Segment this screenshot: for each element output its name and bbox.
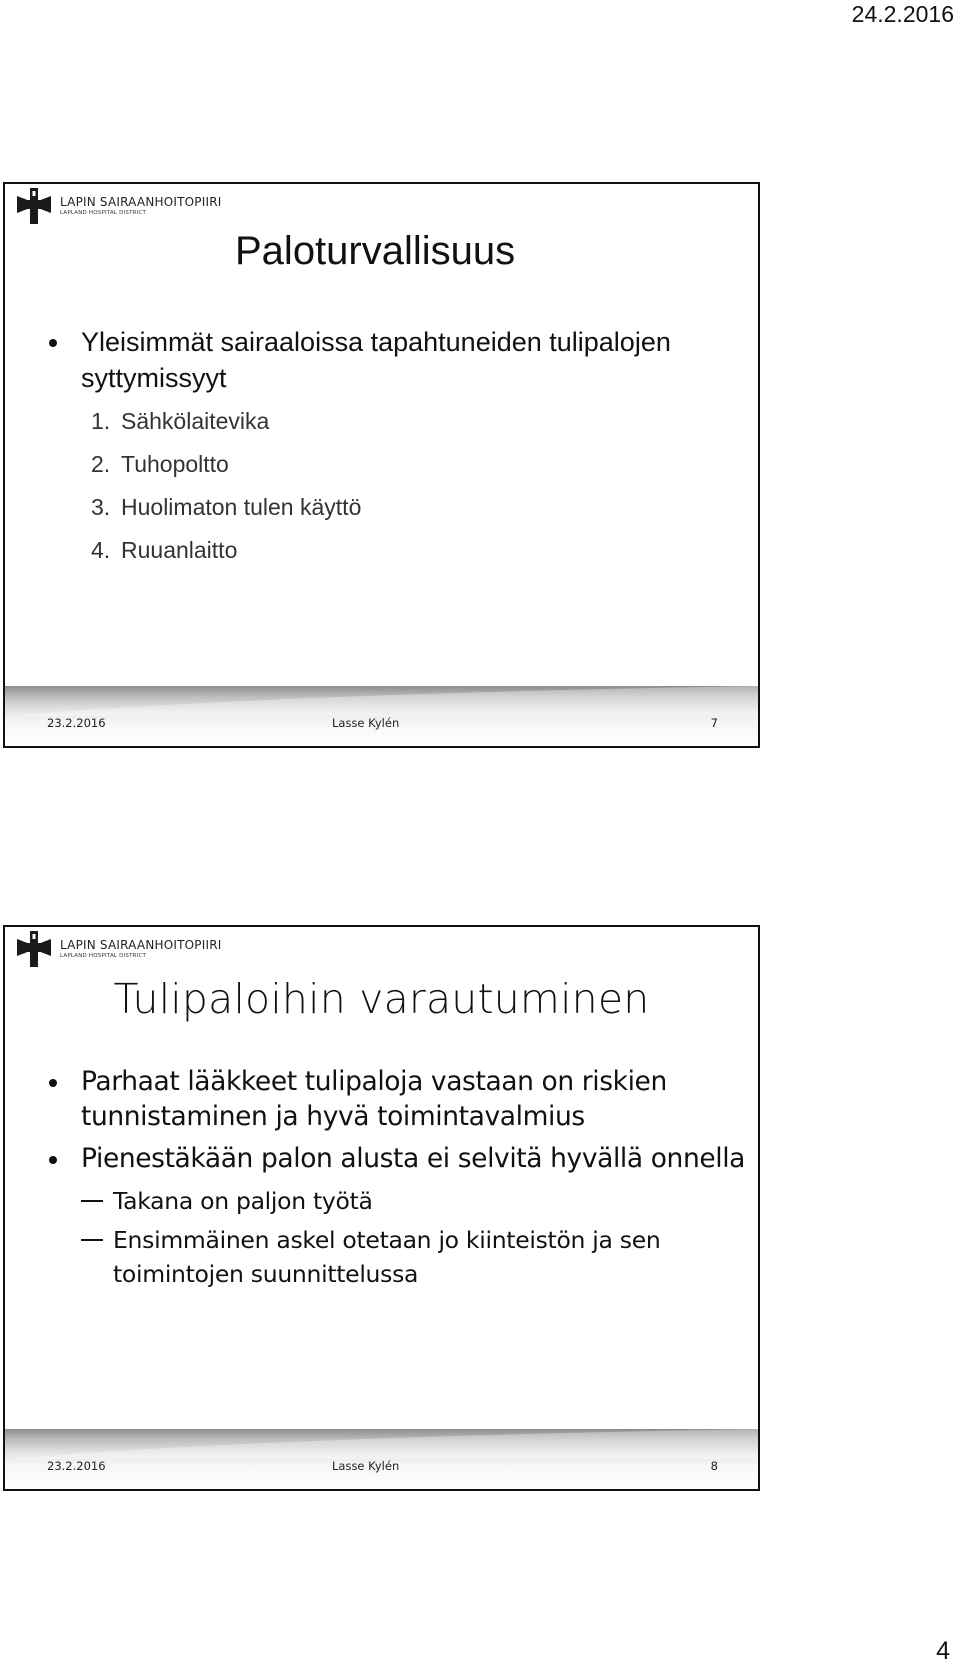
item-text: Huolimaton tulen käyttö [121, 494, 362, 520]
slide-title: Tulipaloihin varautuminen [113, 975, 650, 1023]
numbered-list [81, 400, 749, 572]
item-number: 1. [91, 408, 111, 434]
numbered-item [81, 486, 749, 529]
bullet-text: Parhaat lääkkeet tulipaloja vastaan on riskien tunnistaminen ja hyvä toimintavalmius [81, 1066, 667, 1132]
footer-date: 23.2.2016 [47, 716, 106, 730]
numbered-item [81, 400, 749, 443]
footer-slide-number: 8 [710, 1459, 718, 1473]
bullet-text: Yleisimmät sairaaloissa tapahtuneiden tulipalojen syttymissyyt [81, 327, 671, 393]
cross-logo-icon [17, 188, 51, 224]
bullet-list [49, 1064, 749, 1298]
bullet-dot-icon [49, 1156, 57, 1164]
page-number: 4 [936, 1637, 950, 1665]
sub-bullet-list [81, 1184, 749, 1291]
cross-logo-icon [17, 931, 51, 967]
logo-subtitle: LAPLAND HOSPITAL DISTRICT [60, 952, 147, 959]
item-number: 2. [91, 451, 111, 477]
logo-subtitle: LAPLAND HOSPITAL DISTRICT [60, 209, 147, 216]
item-text: Ruuanlaitto [121, 537, 238, 563]
sub-bullet-text: Ensimmäinen askel otetaan jo kiinteistön ja sen toimintojen suunnittelussa [113, 1226, 661, 1288]
dash-icon [81, 1239, 103, 1241]
bullet-item [49, 1064, 749, 1134]
slide-7 [3, 182, 760, 748]
footer-date: 23.2.2016 [47, 1459, 106, 1473]
hospital-logo [17, 186, 221, 226]
logo-name: LAPIN SAIRAANHOITOPIIRI [60, 194, 222, 209]
bullet-item [49, 324, 749, 572]
slide-8 [3, 925, 760, 1491]
numbered-item [81, 529, 749, 572]
slide-footer [5, 686, 758, 746]
page-date: 24.2.2016 [851, 1, 954, 27]
hospital-logo [17, 929, 221, 969]
footer-slide-number: 7 [710, 716, 718, 730]
footer-author: Lasse Kylén [332, 716, 400, 730]
bullet-dot-icon [49, 1079, 57, 1087]
slide-title: Paloturvallisuus [235, 229, 516, 273]
bullet-item [49, 1141, 749, 1291]
sub-bullet-text: Takana on paljon työtä [113, 1187, 373, 1215]
bullet-list [49, 324, 749, 572]
bullet-dot-icon [49, 339, 57, 347]
sub-bullet-item [81, 1223, 749, 1291]
dash-icon [81, 1200, 103, 1202]
item-number: 3. [91, 494, 111, 520]
item-text: Tuhopoltto [121, 451, 229, 477]
numbered-item [81, 443, 749, 486]
logo-name: LAPIN SAIRAANHOITOPIIRI [60, 937, 222, 952]
sub-bullet-item [81, 1184, 749, 1218]
bullet-text: Pienestäkään palon alusta ei selvitä hyvällä onnella [81, 1143, 746, 1174]
item-number: 4. [91, 537, 111, 563]
item-text: Sähkölaitevika [121, 408, 270, 434]
slide-footer [5, 1429, 758, 1489]
footer-author: Lasse Kylén [332, 1459, 400, 1473]
